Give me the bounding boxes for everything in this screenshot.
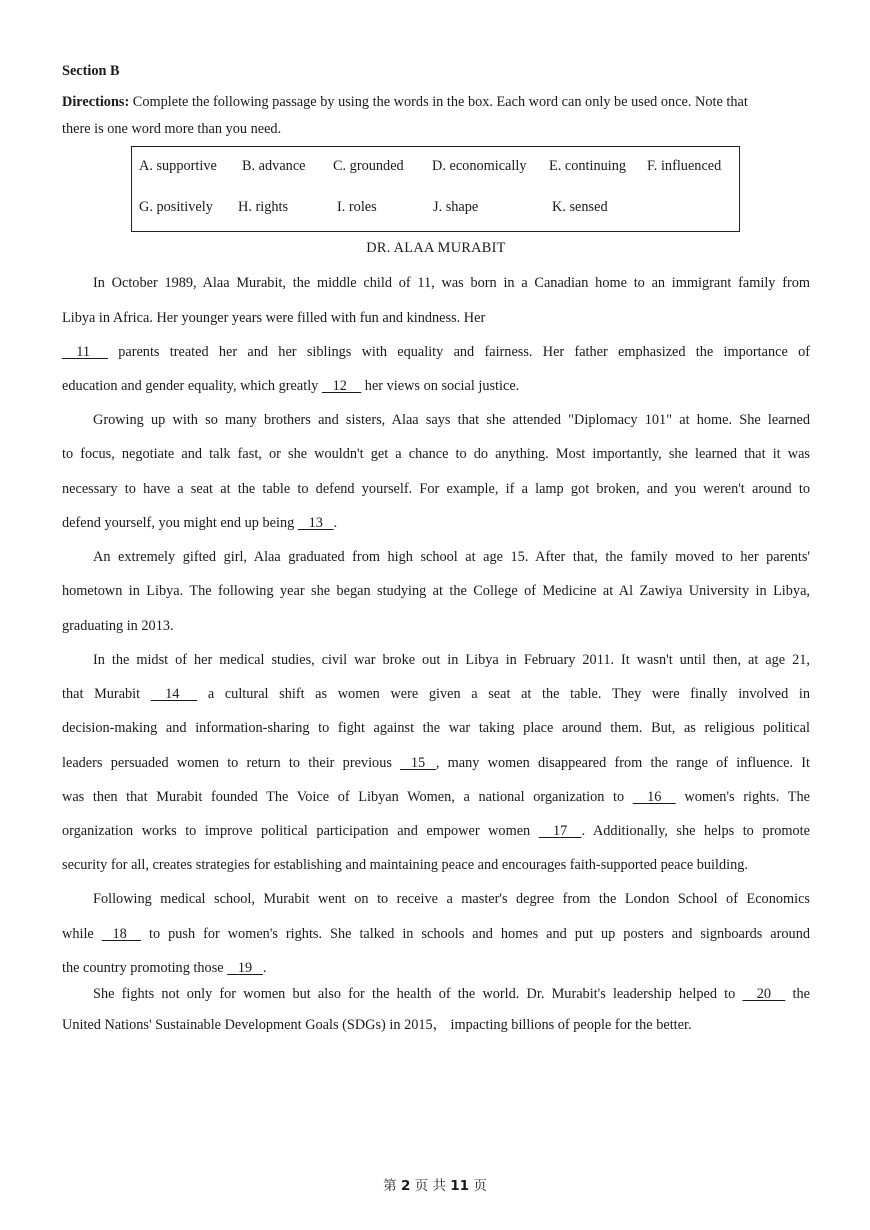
passage-text: while	[62, 926, 102, 942]
blank-17[interactable]: 17	[538, 823, 582, 839]
passage-text: a cultural shift as women were given a seat at the table. They were finally involved in	[197, 686, 810, 702]
word-option-e: E. continuing	[549, 158, 627, 174]
passage-text: was then that Murabit founded The Voice of Libyan Women, a national organization to	[62, 789, 633, 805]
passage-text: to push for women's rights. She talked in schools and homes and put up posters and signboards around	[141, 926, 810, 942]
word-option-f: F. influenced	[647, 158, 722, 174]
word-option-a: A. supportive	[139, 158, 217, 174]
passage-line	[62, 755, 810, 772]
passage-line: Libya in Africa. Her younger years were filled with fun and kindness. Her	[62, 310, 486, 326]
page-footer	[0, 1174, 870, 1194]
passage-line: An extremely gifted girl, Alaa graduated from high school at age 15. After that, the family moved to her parents'	[93, 549, 810, 565]
word-option-h: H. rights	[238, 199, 289, 215]
directions-line-2: there is one word more than you need.	[62, 121, 282, 137]
blank-19[interactable]: 19	[227, 960, 263, 976]
passage-line: In the midst of her medical studies, civil war broke out in Libya in February 2011. It wasn't until then, at age 21,	[93, 652, 810, 668]
word-option-b: B. advance	[242, 158, 306, 174]
passage-line: In October 1989, Alaa Murabit, the middle child of 11, was born in a Canadian home to an immigrant family from	[93, 275, 810, 291]
word-option-d: D. economically	[432, 158, 527, 174]
word-option-c: C. grounded	[333, 158, 404, 174]
passage-line: decision-making and information-sharing to fight against the war taking place around them. But, as religious political	[62, 720, 810, 736]
blank-14[interactable]: 14	[150, 686, 198, 702]
passage-line: Growing up with so many brothers and sisters, Alaa says that she attended "Diplomacy 101" at home. She learned	[93, 412, 810, 428]
footer-page-number: 2	[400, 1178, 411, 1194]
word-option-k: K. sensed	[552, 199, 608, 215]
blank-16[interactable]: 16	[632, 789, 676, 805]
passage-text: organization works to improve political participation and empower women	[62, 823, 539, 839]
footer-text: 第	[383, 1178, 401, 1194]
passage-line	[62, 789, 810, 806]
passage-text: the	[785, 986, 810, 1002]
directions-line-1	[62, 89, 810, 116]
blank-15[interactable]: 15	[400, 755, 436, 771]
blank-11[interactable]: 11	[62, 344, 108, 360]
directions	[62, 89, 810, 143]
passage-title: DR. ALAA MURABIT	[366, 240, 506, 256]
passage-line	[62, 926, 810, 943]
passage-line: graduating in 2013.	[62, 618, 174, 634]
passage-text: , many women disappeared from the range of influence. It	[435, 755, 810, 771]
blank-13[interactable]: 13	[297, 515, 334, 531]
passage-text: .	[262, 960, 267, 976]
section-title: Section B	[62, 63, 120, 79]
passage-line: necessary to have a seat at the table to defend yourself. For example, if a lamp got broken, and you weren't around to	[62, 481, 810, 497]
passage-text: parents treated her and her siblings with equality and fairness. Her father emphasized the importance of	[107, 344, 810, 360]
passage-text: education and gender equality, which greatly	[62, 378, 322, 394]
passage-line	[62, 960, 810, 977]
passage-line	[62, 344, 810, 361]
blank-12[interactable]: 12	[321, 378, 362, 394]
word-option-g: G. positively	[139, 199, 213, 215]
passage-text: She fights not only for women but also for the health of the world. Dr. Murabit's leadership helped to	[93, 986, 743, 1002]
passage-text: that Murabit	[62, 686, 151, 702]
passage-text: women's rights. The	[675, 789, 810, 805]
passage-line: hometown in Libya. The following year she began studying at the College of Medicine at Al Zawiya University in Libya,	[62, 583, 810, 599]
passage-line	[62, 986, 810, 1003]
passage-line: to focus, negotiate and talk fast, or she wouldn't get a chance to do anything. Most importantly, she learned that it was	[62, 446, 810, 462]
passage-line	[62, 823, 810, 840]
passage-text: .	[333, 515, 338, 531]
directions-label: Directions:	[62, 94, 130, 110]
passage-line	[62, 686, 810, 703]
passage-text: her views on social justice.	[361, 378, 520, 394]
footer-total-pages: 11	[450, 1178, 470, 1194]
directions-text-1: Complete the following passage by using the words in the box. Each word can only be used once. Note that	[129, 94, 748, 110]
passage-line: security for all, creates strategies for establishing and maintaining peace and encourages faith-supported peace building.	[62, 857, 748, 873]
blank-20[interactable]: 20	[742, 986, 786, 1002]
blank-18[interactable]: 18	[101, 926, 142, 942]
passage-text: leaders persuaded women to return to their previous	[62, 755, 401, 771]
passage-text: defend yourself, you might end up being	[62, 515, 298, 531]
passage-line	[62, 378, 810, 395]
word-option-j: J. shape	[433, 199, 479, 215]
passage-text: . Additionally, she helps to promote	[581, 823, 810, 839]
passage-line: Following medical school, Murabit went on to receive a master's degree from the London School of Economics	[93, 891, 810, 907]
footer-text: 页	[469, 1178, 487, 1194]
word-box	[131, 146, 740, 232]
word-option-i: I. roles	[337, 199, 377, 215]
passage-text: the country promoting those	[62, 960, 228, 976]
footer-text: 页 共	[410, 1178, 451, 1194]
passage-line: United Nations' Sustainable Development Goals (SDGs) in 2015， impacting billions of people for the better.	[62, 1017, 692, 1033]
passage-line	[62, 515, 810, 532]
